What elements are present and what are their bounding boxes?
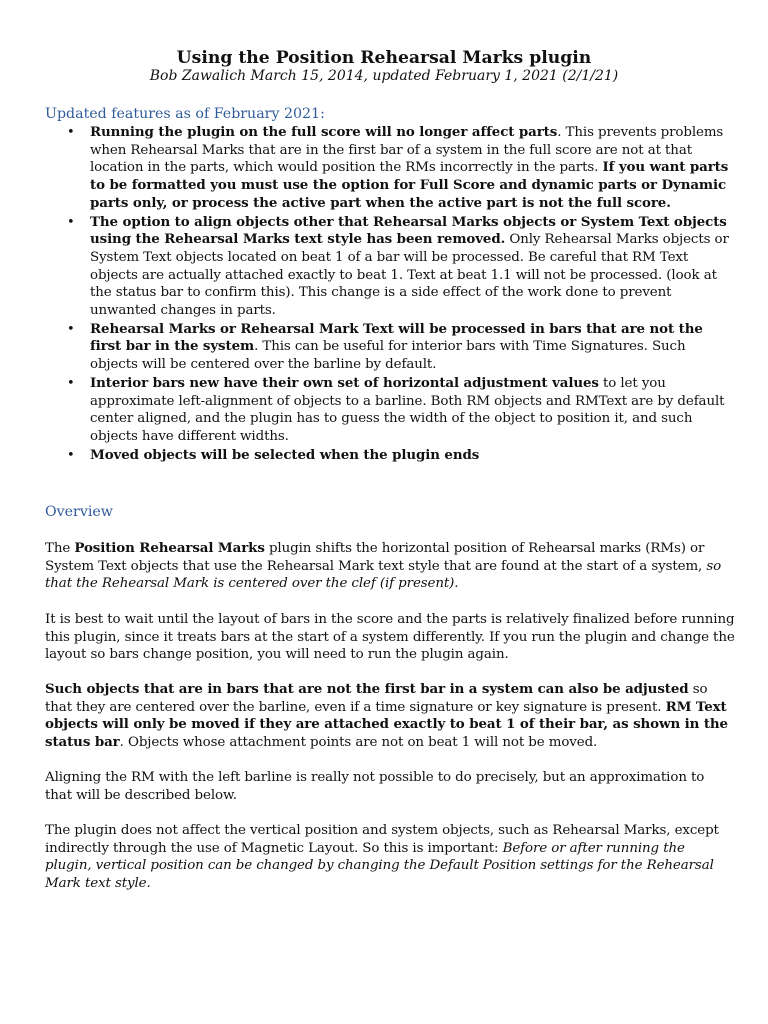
updated-features-list (45, 124, 735, 465)
document-title: Using the Position Rehearsal Marks plugin (176, 48, 592, 68)
paragraph-text: The (45, 541, 75, 556)
overview-paragraph-5 (45, 822, 735, 893)
updated-features-heading: Updated features as of February 2021: (45, 106, 325, 122)
author-byline: Bob Zawalich March 15, 2014, updated February 1, 2021 (2/1/21) (149, 68, 619, 84)
list-item (45, 321, 735, 374)
bullet-icon: • (67, 375, 75, 391)
paragraph-bold-text: Such objects that are in bars that are not the first bar in a system can also be adjusted (45, 681, 689, 697)
list-item (45, 124, 735, 213)
overview-paragraph-1 (45, 540, 735, 593)
bullet-bold-text: Interior bars new have their own set of horizontal adjustment values (90, 374, 599, 391)
paragraph-bold-text: RM Text objects will only be moved if they are attached exactly to beat 1 of their bar, as shown in the status bar (45, 698, 728, 751)
bullet-bold-text: Rehearsal Marks or Rehearsal Mark Text will be processed in bars that are not the first bar in the system (90, 320, 703, 355)
bullet-icon: • (67, 447, 75, 463)
bullet-icon: • (67, 321, 75, 337)
overview-paragraph-3 (45, 681, 735, 752)
bullet-bold-text: If you want parts to be formatted you must use the option for Full Score and dynamic parts or Dynamic parts only, or process the active part when the active part is not the full score. (90, 159, 729, 211)
paragraph-text: The plugin does not affect the vertical position and system objects, such as Rehearsal Marks, except indirectly through the use of Magnetic Layout. So this is important: (45, 823, 719, 856)
bullet-icon: • (67, 125, 75, 140)
bullet-text: . This prevents problems when Rehearsal Marks that are in the first bar of a system in the full score are not at that location in the parts, which would position the RMs incorrectly in the parts. (90, 125, 724, 176)
paragraph-italic-text: Before or after running the plugin, vertical position can be changed by changing the Default Position settings for the Rehearsal Mark text style. (45, 840, 714, 892)
overview-heading: Overview (45, 504, 113, 520)
plugin-name-bold: Position Rehearsal Marks (74, 540, 265, 556)
paragraph-text: . (454, 576, 459, 592)
paragraph-italic-text: so that the Rehearsal Mark is centered over the clef (if present) (45, 558, 722, 592)
list-item (45, 447, 735, 465)
overview-paragraph-4 (45, 769, 735, 804)
bullet-icon: • (67, 214, 75, 230)
paragraph-text: . Objects whose attachment points are not on beat 1 will not be moved. (119, 735, 598, 751)
overview-paragraph-2 (45, 611, 735, 664)
paragraph-text: It is best to wait until the layout of bars in the score and the parts is relatively finalized before running this plugin, since it treats bars at the start of a system differently. If you run the plugin and change the layout so bars change position, you will need to run the plugin again. (45, 612, 735, 663)
bullet-text: Only Rehearsal Marks objects or System Text objects located on beat 1 of a bar will be processed. Be careful that RM Text objects are actually attached exactly to beat 1. Text at beat 1.1 will not be processed. (look at the status bar to confirm this). This change is a side effect of the work done to prevent unwanted changes in parts. (90, 232, 729, 319)
bullet-bold-text: Running the plugin on the full score will no longer affect parts (90, 124, 558, 140)
list-item (45, 214, 735, 320)
paragraph-text: so that they are centered over the barline, even if a time signature or key signature is present. (45, 682, 708, 715)
bullet-bold-text: Moved objects will be selected when the plugin ends (90, 446, 480, 463)
bullet-bold-text: The option to align objects other that Rehearsal Marks objects or System Text objects using the Rehearsal Marks text style has been removed. (90, 213, 727, 248)
paragraph-text: Aligning the RM with the left barline is really not possible to do precisely, but an approximation to that will be described below. (45, 770, 705, 803)
list-item (45, 375, 735, 446)
bullet-text: to let you approximate left-alignment of objects to a barline. Both RM objects and RMText are by default center aligned, and the plugin has to guess the width of the object to position it, and such objects have different widths. (90, 375, 725, 444)
bullet-text: . This can be useful for interior bars with Time Signatures. Such objects will be centered over the barline by default. (90, 339, 686, 373)
paragraph-text: plugin shifts the horizontal position of Rehearsal marks (RMs) or System Text objects that use the Rehearsal Mark text style that are found at the start of a system, (45, 541, 707, 574)
